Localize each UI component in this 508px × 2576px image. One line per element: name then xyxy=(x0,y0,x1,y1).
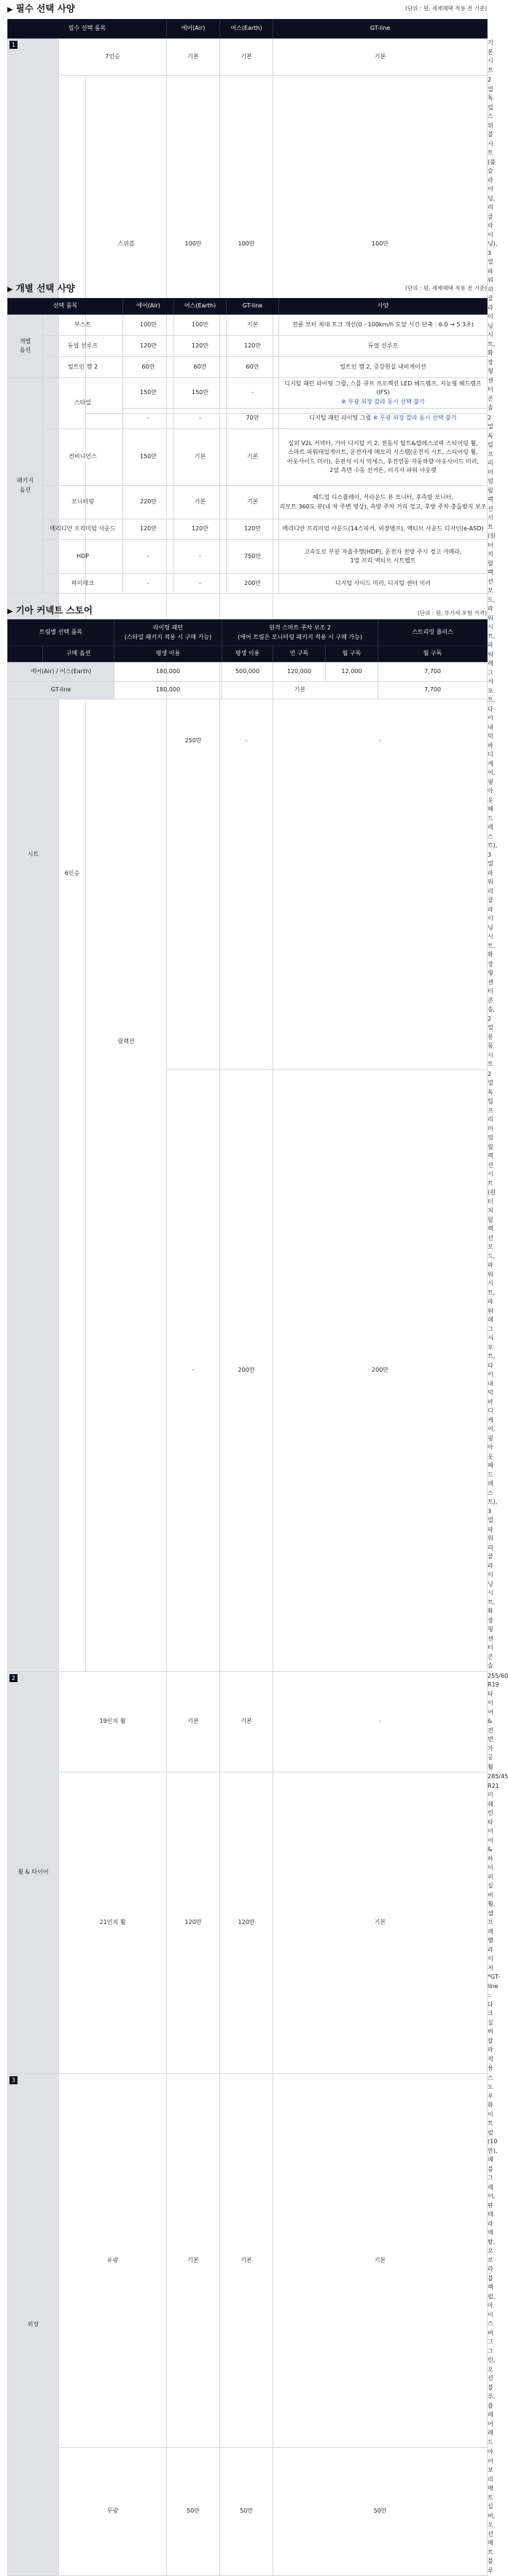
spec-cell xyxy=(279,378,488,409)
header-line: (에어 트림은 모니터링 패키지 적용 시 구매 가능) xyxy=(238,633,362,640)
table-header-row xyxy=(8,299,488,315)
cell: 기본 xyxy=(220,39,273,76)
header-month: 월 구독 xyxy=(378,646,488,662)
spec-line: 고속도로 부분 자율주행(HDP), 운전자 전방 주시 경고 카메라, xyxy=(304,548,462,555)
connect-store-table xyxy=(7,619,488,699)
cell: 기본 xyxy=(273,2073,488,2448)
cell: 120만 xyxy=(227,336,279,357)
table-subheader-row xyxy=(8,646,488,662)
cell: 100만 xyxy=(123,315,174,336)
table-row xyxy=(8,662,488,682)
cell: - xyxy=(123,540,174,574)
cell: 50만 xyxy=(273,2448,488,2576)
row-label: 스타일 xyxy=(43,378,123,429)
header-month: 월 구독 xyxy=(326,646,378,662)
spec-note: ※ 무광 외장 칼라 동시 선택 불가 xyxy=(372,415,457,422)
table-row xyxy=(8,682,488,699)
cell: 기본 xyxy=(174,429,227,486)
group-seat: 1 시트 xyxy=(8,39,59,1672)
cell: 60만 xyxy=(123,357,174,378)
table-header-row xyxy=(8,620,488,646)
cell: 100만 xyxy=(174,315,227,336)
spec-cell: 듀얼 선루프 xyxy=(279,336,488,357)
row-label: 7인승 xyxy=(59,39,167,76)
cell: 7,700 xyxy=(378,682,488,699)
spec-line: 스마트 파워테일게이트, 운전자세 메모리 시스템(운전석 시트, 스티어링 휠, xyxy=(288,449,478,455)
cell: 기본 xyxy=(222,682,378,699)
cell: - xyxy=(174,409,227,429)
header-rspa xyxy=(222,620,378,646)
header-trim: 트림별 선택 품목 xyxy=(8,620,114,646)
cell: 70만 xyxy=(227,409,279,429)
header-line: 라이팅 패턴 xyxy=(152,624,184,631)
header-gtline: GT-line xyxy=(227,299,279,315)
table-row xyxy=(8,519,488,540)
spec-line: 아웃사이드 미러), 운전석 이지 억세스, 후진연동 자동하향 아웃사이드 미러, xyxy=(287,458,479,465)
group-line: 패키지 xyxy=(16,477,34,484)
header-blank xyxy=(8,646,43,662)
group-number: 2 xyxy=(9,1674,17,1682)
cell: 120,000 xyxy=(273,662,326,682)
cell: 12,000 xyxy=(326,662,378,682)
table-row xyxy=(8,357,488,378)
spec-note: ※ 무광 외장 칼라 동시 선택 불가 xyxy=(341,398,425,405)
cell: 120만 xyxy=(123,519,174,540)
row-label: 컨비니언스 xyxy=(43,429,123,486)
cell: 250만 xyxy=(167,413,220,1069)
cell: 100만 xyxy=(273,76,488,414)
row-label: 하이테크 xyxy=(43,574,123,594)
table-row xyxy=(8,336,488,357)
table-row: 21인치 휠 120만 120만 기본 285/45 R21 미쉐린타이어&하이퍼 실버 휠, 셀프 레벨라이저 *GT-line : 다크 실버 칼라 적용 xyxy=(8,1772,488,2074)
table-row xyxy=(8,315,488,336)
section-title: ▶ 개별 선택 사양 xyxy=(7,283,75,294)
cell: 200만 xyxy=(220,1069,273,1671)
group-individual xyxy=(8,315,43,378)
spec-line: 헤드업 디스플레이, 서라운드 뷰 모니터, 후측방 모니터, xyxy=(313,494,453,500)
header-lighting xyxy=(114,620,222,646)
spec-cell: 전륜 모터 최대 토크 개선(0 - 100km/h 도달 시간 단축 : 6.0 → 5.3초) xyxy=(279,315,488,336)
table-row xyxy=(8,378,488,409)
spec-line: 실외 V2L 커넥터, 기아 디지털 키 2, 전동식 틸트&텔레스코픽 스티어링 휠, xyxy=(288,439,478,447)
group-line: 개별 xyxy=(19,337,31,345)
cell: 기본 xyxy=(227,315,279,336)
cell: 120만 xyxy=(167,1772,220,2074)
group-exterior: 3 외장 xyxy=(8,2073,59,2576)
section-2-header xyxy=(0,280,496,296)
table-header-row: 필수 선택 품목 에어(Air) 어스(Earth) GT-line 사양 xyxy=(8,20,488,39)
cell: - xyxy=(174,540,227,574)
cell: 220만 xyxy=(123,486,174,519)
table-row xyxy=(8,540,488,574)
row-label: 무광 xyxy=(59,2448,167,2576)
header-earth: 어스(Earth) xyxy=(174,299,227,315)
group-line: 옵션 xyxy=(19,486,31,493)
cell: 기본 xyxy=(167,39,220,76)
header-line: 원격 스마트 주차 보조 2 xyxy=(269,624,331,631)
cell: 60만 xyxy=(227,357,279,378)
table-row: 릴렉션 250만 - - 2열 독립 프리미엄 릴렉션 시트(원터치 릴렉션 모드, 파워 시트, 파워 레그서포트, 다이내믹 바디케어, 윙아웃 헤드레스트), 3열 파워 리클라이닝시트, 확장형 센터콘솔, 2열 통풍 시트 xyxy=(8,413,488,1069)
cell: 기본 xyxy=(273,39,488,76)
header-item: 선택 품목 xyxy=(8,299,123,315)
table-row xyxy=(8,486,488,519)
row-label: 19인치 휠 xyxy=(59,1671,167,1772)
cell: 150만 xyxy=(123,378,174,409)
individual-options-table xyxy=(7,298,488,594)
cell: 150만 xyxy=(123,429,174,486)
cell: - xyxy=(167,1069,220,1671)
section-3-header xyxy=(0,602,496,618)
row-label: 에어(Air) / 어스(Earth) xyxy=(8,662,114,682)
cell: 200만 xyxy=(273,1069,488,1671)
table-row: 2 휠 & 타이어 19인치 휠 기본 기본 - 255/60 R19 타이어&전면가공 휠 xyxy=(8,1671,488,1772)
table-row: 3 외장 유광 기본 기본 기본 스노우 화이트 펄(10만), 페블 그레이, 판테라 메탈, 오로라 블랙 펄, 아이스버그 그린, 오션 블루, 플레어 레드 xyxy=(8,2073,488,2448)
cell: 120만 xyxy=(174,519,227,540)
cell: 기본 xyxy=(167,2073,220,2448)
spec-cell: 메리디안 프리미엄 사운드(14스피커, 외장앰프), 액티브 사운드 디자인(e-ASD) xyxy=(279,519,488,540)
row-sublabel: 스위블 xyxy=(86,76,167,414)
row-label: 부스트 xyxy=(43,315,123,336)
cell: 7,700 xyxy=(378,662,488,682)
table-row: - 200만 200만 2열 독립 프리미엄 릴렉션 시트(원터치 릴렉션 모드, 파워 시트, 파워 레그서포트, 다이내믹 바디케어, 윙아웃 헤드레스트), 3열 파워 리클라이닝시트, 확장형 센터콘솔 xyxy=(8,1069,488,1671)
spec-cell xyxy=(279,540,488,574)
row-label: 21인치 휠 xyxy=(59,1772,167,2074)
unit-note: (단위 : 원, 부가세 포함 가격) xyxy=(417,610,487,616)
spec-line: 리모트 360도 뷰(내 차 주변 영상), 측방 주차 거리 경고, 후방 주차 충돌방지 보조 xyxy=(279,503,487,510)
cell: - xyxy=(123,409,174,429)
header-life: 평생 이용 xyxy=(114,646,222,662)
row-sublabel: 릴렉션 xyxy=(86,413,167,1671)
triangle-icon: ▶ xyxy=(7,286,13,294)
cell: - xyxy=(227,378,279,409)
group-number: 3 xyxy=(9,2076,17,2084)
row-label: 유광 xyxy=(59,2073,167,2448)
cell: - xyxy=(174,574,227,594)
triangle-icon: ▶ xyxy=(7,6,13,14)
cell: 50만 xyxy=(167,2448,220,2576)
row-label: 듀얼 선루프 xyxy=(43,336,123,357)
cell: - xyxy=(123,574,174,594)
row-label: GT-line xyxy=(8,682,114,699)
header-spec: 사양 xyxy=(279,299,488,315)
cell: 180,000 xyxy=(114,662,222,682)
cell: 200만 xyxy=(227,574,279,594)
cell: 180,000 xyxy=(114,682,222,699)
header-earth: 어스(Earth) xyxy=(220,20,273,39)
group-wheel: 2 휠 & 타이어 xyxy=(8,1671,59,2073)
cell: 500,000 xyxy=(222,662,273,682)
header-buy: 구매 옵션 xyxy=(43,646,114,662)
group-package xyxy=(8,378,43,594)
table-row xyxy=(8,574,488,594)
spec-cell xyxy=(279,429,488,486)
spec-cell: 빌트인 캠 2, 증강현실 내비게이션 xyxy=(279,357,488,378)
spec-cell: 디지털 사이드 미러, 디지털 센터 미러 xyxy=(279,574,488,594)
cell: 100만 xyxy=(220,76,273,414)
table-row xyxy=(8,429,488,486)
row-label: 빌트인 캠 2 xyxy=(43,357,123,378)
triangle-icon: ▶ xyxy=(7,608,13,616)
cell: 120만 xyxy=(227,519,279,540)
unit-note: (단위 : 원, 세제혜택 적용 전 기준) xyxy=(405,285,487,291)
section-1-header xyxy=(0,0,496,16)
spec-cell xyxy=(279,409,488,429)
cell: 50만 xyxy=(220,2448,273,2576)
group-line: 옵션 xyxy=(19,347,31,353)
header-year: 연 구독 xyxy=(273,646,326,662)
cell: 기본 xyxy=(220,2073,273,2448)
cell: 120만 xyxy=(220,1772,273,2074)
cell: 기본 xyxy=(273,1772,488,2074)
row-label: HDP xyxy=(43,540,123,574)
cell: 750만 xyxy=(227,540,279,574)
table-row: 무광 50만 50만 50만 아이보리 매트 실버, 오션 매트 블루 xyxy=(8,2448,488,2576)
spec-line: 1열 프리 액티브 시트벨트 xyxy=(350,557,416,564)
cell: 120만 xyxy=(123,336,174,357)
cell: 150만 xyxy=(174,378,227,409)
cell: 120만 xyxy=(174,336,227,357)
cell: - xyxy=(220,413,273,1069)
cell: - xyxy=(273,413,488,1069)
unit-note: (단위 : 원, 세제혜택 적용 전 기준) xyxy=(405,5,487,12)
header-air: 에어(Air) xyxy=(123,299,174,315)
spec-line: 디지털 패턴 라이팅 그릴 xyxy=(309,415,373,422)
header-life: 평생 이용 xyxy=(222,646,273,662)
cell: - xyxy=(273,1671,488,1772)
header-item: 필수 선택 품목 xyxy=(8,20,167,39)
cell: 기본 xyxy=(167,1671,220,1772)
section-title: ▶ 필수 선택 사양 xyxy=(7,3,75,14)
cell: 기본 xyxy=(227,429,279,486)
spec-line: 디지털 패턴 라이팅 그릴, 스몰 큐브 프로젝션 LED 헤드램프, 지능형 헤드램프(IFS) xyxy=(284,380,482,396)
row-label: 6인승 xyxy=(59,76,86,1672)
cell: 기본 xyxy=(227,486,279,519)
cell: 기본 xyxy=(174,486,227,519)
header-streaming: 스트리밍 플러스 xyxy=(378,620,488,646)
group-number: 1 xyxy=(9,41,17,49)
cell: 60만 xyxy=(174,357,227,378)
section-title: ▶ 기아 커넥트 스토어 xyxy=(7,605,93,616)
spec-line: 2열 측면 수동 선커튼, 러기지 파워 아웃렛 xyxy=(329,467,437,474)
header-line: (스타일 패키지 적용 시 구매 가능) xyxy=(124,633,212,640)
table-row: 1 시트 7인승 기본 기본 기본 기본 시트 xyxy=(8,39,488,76)
table-row: 6인승 스위블 100만 100만 100만 2열 독립 스위블 시트(풀 슬라이딩, 리클라이닝), 3열 파워 리클라이닝시트, 확장형 센터콘솔 xyxy=(8,76,488,414)
header-gtline: GT-line xyxy=(273,20,488,39)
spec-cell xyxy=(279,486,488,519)
row-label: 메리디안 프리미엄 사운드 xyxy=(43,519,123,540)
row-label: 모니터링 xyxy=(43,486,123,519)
cell: 기본 xyxy=(220,1671,273,1772)
cell: 100만 xyxy=(167,76,220,414)
header-air: 에어(Air) xyxy=(167,20,220,39)
